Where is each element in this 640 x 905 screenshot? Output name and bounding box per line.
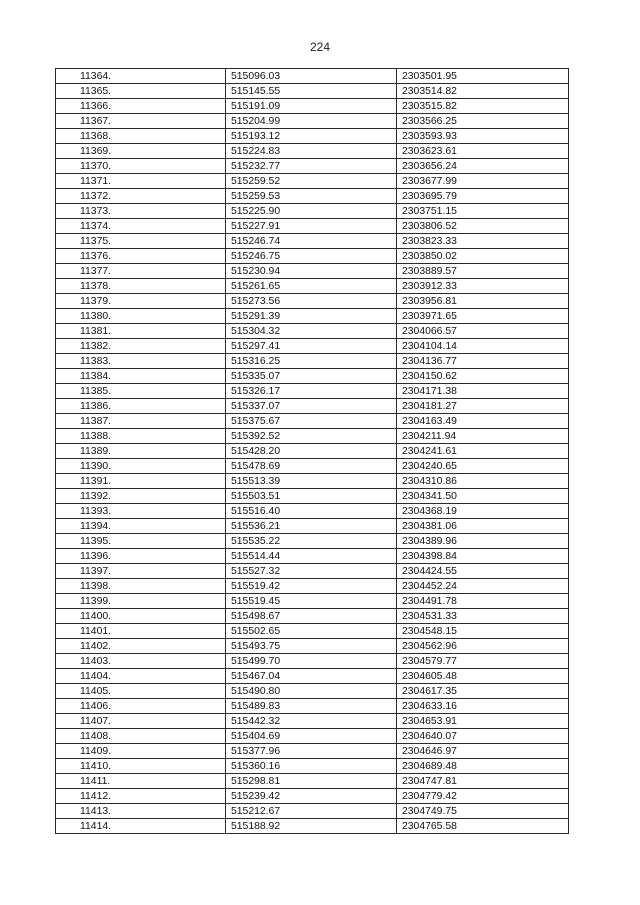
point-number-cell: 11370. — [56, 159, 226, 174]
y-coordinate-cell: 2304104.14 — [397, 339, 569, 354]
x-coordinate-cell: 515261.65 — [226, 279, 397, 294]
point-number-cell: 11391. — [56, 474, 226, 489]
point-number-cell: 11407. — [56, 714, 226, 729]
table-row — [56, 174, 569, 189]
y-coordinate-cell: 2303850.02 — [397, 249, 569, 264]
point-number-cell: 11395. — [56, 534, 226, 549]
point-number-cell: 11397. — [56, 564, 226, 579]
point-number-cell: 11379. — [56, 294, 226, 309]
y-coordinate-cell: 2303695.79 — [397, 189, 569, 204]
coordinates-table — [55, 68, 569, 834]
table-row — [56, 159, 569, 174]
x-coordinate-cell: 515335.07 — [226, 369, 397, 384]
coordinates-table-body — [56, 69, 569, 834]
point-number-cell: 11405. — [56, 684, 226, 699]
y-coordinate-cell: 2304341.50 — [397, 489, 569, 504]
point-number-cell: 11400. — [56, 609, 226, 624]
x-coordinate-cell: 515527.32 — [226, 564, 397, 579]
x-coordinate-cell: 515230.94 — [226, 264, 397, 279]
table-row — [56, 324, 569, 339]
x-coordinate-cell: 515490.80 — [226, 684, 397, 699]
point-number-cell: 11383. — [56, 354, 226, 369]
x-coordinate-cell: 515360.16 — [226, 759, 397, 774]
x-coordinate-cell: 515291.39 — [226, 309, 397, 324]
table-row — [56, 654, 569, 669]
table-row — [56, 339, 569, 354]
y-coordinate-cell: 2304765.58 — [397, 819, 569, 834]
table-row — [56, 369, 569, 384]
y-coordinate-cell: 2304579.77 — [397, 654, 569, 669]
x-coordinate-cell: 515428.20 — [226, 444, 397, 459]
point-number-cell: 11394. — [56, 519, 226, 534]
y-coordinate-cell: 2303515.82 — [397, 99, 569, 114]
point-number-cell: 11366. — [56, 99, 226, 114]
y-coordinate-cell: 2304531.33 — [397, 609, 569, 624]
x-coordinate-cell: 515298.81 — [226, 774, 397, 789]
table-row — [56, 249, 569, 264]
y-coordinate-cell: 2303912.33 — [397, 279, 569, 294]
table-row — [56, 549, 569, 564]
x-coordinate-cell: 515337.07 — [226, 399, 397, 414]
x-coordinate-cell: 515493.75 — [226, 639, 397, 654]
x-coordinate-cell: 515516.40 — [226, 504, 397, 519]
y-coordinate-cell: 2304398.84 — [397, 549, 569, 564]
x-coordinate-cell: 515212.67 — [226, 804, 397, 819]
x-coordinate-cell: 515535.22 — [226, 534, 397, 549]
x-coordinate-cell: 515536.21 — [226, 519, 397, 534]
table-row — [56, 429, 569, 444]
x-coordinate-cell: 515239.42 — [226, 789, 397, 804]
x-coordinate-cell: 515096.03 — [226, 69, 397, 84]
y-coordinate-cell: 2304424.55 — [397, 564, 569, 579]
table-row — [56, 699, 569, 714]
y-coordinate-cell: 2304310.86 — [397, 474, 569, 489]
table-row — [56, 789, 569, 804]
x-coordinate-cell: 515191.09 — [226, 99, 397, 114]
table-row — [56, 189, 569, 204]
point-number-cell: 11412. — [56, 789, 226, 804]
point-number-cell: 11367. — [56, 114, 226, 129]
y-coordinate-cell: 2304381.06 — [397, 519, 569, 534]
y-coordinate-cell: 2304452.24 — [397, 579, 569, 594]
table-row — [56, 579, 569, 594]
y-coordinate-cell: 2304605.48 — [397, 669, 569, 684]
x-coordinate-cell: 515273.56 — [226, 294, 397, 309]
table-row — [56, 564, 569, 579]
table-row — [56, 114, 569, 129]
x-coordinate-cell: 515259.52 — [226, 174, 397, 189]
x-coordinate-cell: 515499.70 — [226, 654, 397, 669]
x-coordinate-cell: 515502.65 — [226, 624, 397, 639]
point-number-cell: 11403. — [56, 654, 226, 669]
point-number-cell: 11404. — [56, 669, 226, 684]
x-coordinate-cell: 515478.69 — [226, 459, 397, 474]
x-coordinate-cell: 515316.25 — [226, 354, 397, 369]
point-number-cell: 11409. — [56, 744, 226, 759]
table-row — [56, 294, 569, 309]
y-coordinate-cell: 2304562.96 — [397, 639, 569, 654]
y-coordinate-cell: 2304653.91 — [397, 714, 569, 729]
table-row — [56, 414, 569, 429]
table-row — [56, 354, 569, 369]
point-number-cell: 11402. — [56, 639, 226, 654]
point-number-cell: 11374. — [56, 219, 226, 234]
point-number-cell: 11398. — [56, 579, 226, 594]
page-number: 224 — [309, 40, 331, 54]
x-coordinate-cell: 515204.99 — [226, 114, 397, 129]
table-row — [56, 474, 569, 489]
y-coordinate-cell: 2303956.81 — [397, 294, 569, 309]
table-row — [56, 774, 569, 789]
x-coordinate-cell: 515377.96 — [226, 744, 397, 759]
x-coordinate-cell: 515145.55 — [226, 84, 397, 99]
point-number-cell: 11372. — [56, 189, 226, 204]
y-coordinate-cell: 2304646.97 — [397, 744, 569, 759]
y-coordinate-cell: 2303751.15 — [397, 204, 569, 219]
y-coordinate-cell: 2304617.35 — [397, 684, 569, 699]
point-number-cell: 11388. — [56, 429, 226, 444]
table-row — [56, 204, 569, 219]
x-coordinate-cell: 515259.53 — [226, 189, 397, 204]
point-number-cell: 11410. — [56, 759, 226, 774]
x-coordinate-cell: 515224.83 — [226, 144, 397, 159]
table-row — [56, 534, 569, 549]
table-row — [56, 609, 569, 624]
point-number-cell: 11371. — [56, 174, 226, 189]
table-row — [56, 129, 569, 144]
point-number-cell: 11399. — [56, 594, 226, 609]
y-coordinate-cell: 2304211.94 — [397, 429, 569, 444]
y-coordinate-cell: 2303656.24 — [397, 159, 569, 174]
point-number-cell: 11381. — [56, 324, 226, 339]
point-number-cell: 11393. — [56, 504, 226, 519]
table-row — [56, 444, 569, 459]
y-coordinate-cell: 2303677.99 — [397, 174, 569, 189]
x-coordinate-cell: 515326.17 — [226, 384, 397, 399]
point-number-cell: 11376. — [56, 249, 226, 264]
table-row — [56, 264, 569, 279]
table-row — [56, 399, 569, 414]
y-coordinate-cell: 2303971.65 — [397, 309, 569, 324]
y-coordinate-cell: 2304181.27 — [397, 399, 569, 414]
point-number-cell: 11368. — [56, 129, 226, 144]
point-number-cell: 11377. — [56, 264, 226, 279]
x-coordinate-cell: 515442.32 — [226, 714, 397, 729]
table-row — [56, 819, 569, 834]
table-row — [56, 519, 569, 534]
point-number-cell: 11411. — [56, 774, 226, 789]
point-number-cell: 11382. — [56, 339, 226, 354]
y-coordinate-cell: 2303823.33 — [397, 234, 569, 249]
y-coordinate-cell: 2304548.15 — [397, 624, 569, 639]
x-coordinate-cell: 515304.32 — [226, 324, 397, 339]
y-coordinate-cell: 2304240.65 — [397, 459, 569, 474]
y-coordinate-cell: 2304368.19 — [397, 504, 569, 519]
point-number-cell: 11385. — [56, 384, 226, 399]
point-number-cell: 11406. — [56, 699, 226, 714]
point-number-cell: 11373. — [56, 204, 226, 219]
point-number-cell: 11392. — [56, 489, 226, 504]
x-coordinate-cell: 515297.41 — [226, 339, 397, 354]
table-row — [56, 489, 569, 504]
point-number-cell: 11401. — [56, 624, 226, 639]
table-row — [56, 759, 569, 774]
y-coordinate-cell: 2304749.75 — [397, 804, 569, 819]
point-number-cell: 11414. — [56, 819, 226, 834]
x-coordinate-cell: 515225.90 — [226, 204, 397, 219]
table-row — [56, 639, 569, 654]
y-coordinate-cell: 2303623.61 — [397, 144, 569, 159]
x-coordinate-cell: 515467.04 — [226, 669, 397, 684]
table-row — [56, 234, 569, 249]
table-row — [56, 684, 569, 699]
table-row — [56, 384, 569, 399]
point-number-cell: 11387. — [56, 414, 226, 429]
table-row — [56, 69, 569, 84]
point-number-cell: 11390. — [56, 459, 226, 474]
table-row — [56, 744, 569, 759]
y-coordinate-cell: 2304689.48 — [397, 759, 569, 774]
y-coordinate-cell: 2303566.25 — [397, 114, 569, 129]
table-row — [56, 99, 569, 114]
y-coordinate-cell: 2304389.96 — [397, 534, 569, 549]
table-row — [56, 219, 569, 234]
table-row — [56, 504, 569, 519]
y-coordinate-cell: 2304150.62 — [397, 369, 569, 384]
y-coordinate-cell: 2304640.07 — [397, 729, 569, 744]
x-coordinate-cell: 515489.83 — [226, 699, 397, 714]
y-coordinate-cell: 2304171.38 — [397, 384, 569, 399]
x-coordinate-cell: 515498.67 — [226, 609, 397, 624]
point-number-cell: 11369. — [56, 144, 226, 159]
y-coordinate-cell: 2303501.95 — [397, 69, 569, 84]
y-coordinate-cell: 2303593.93 — [397, 129, 569, 144]
x-coordinate-cell: 515514.44 — [226, 549, 397, 564]
point-number-cell: 11389. — [56, 444, 226, 459]
y-coordinate-cell: 2303806.52 — [397, 219, 569, 234]
table-row — [56, 729, 569, 744]
table-row — [56, 594, 569, 609]
table-row — [56, 459, 569, 474]
x-coordinate-cell: 515392.52 — [226, 429, 397, 444]
x-coordinate-cell: 515519.45 — [226, 594, 397, 609]
point-number-cell: 11365. — [56, 84, 226, 99]
y-coordinate-cell: 2304747.81 — [397, 774, 569, 789]
x-coordinate-cell: 515227.91 — [226, 219, 397, 234]
point-number-cell: 11396. — [56, 549, 226, 564]
x-coordinate-cell: 515188.92 — [226, 819, 397, 834]
x-coordinate-cell: 515503.51 — [226, 489, 397, 504]
x-coordinate-cell: 515246.75 — [226, 249, 397, 264]
point-number-cell: 11413. — [56, 804, 226, 819]
x-coordinate-cell: 515246.74 — [226, 234, 397, 249]
y-coordinate-cell: 2304491.78 — [397, 594, 569, 609]
y-coordinate-cell: 2304066.57 — [397, 324, 569, 339]
y-coordinate-cell: 2304779.42 — [397, 789, 569, 804]
table-row — [56, 144, 569, 159]
table-row — [56, 84, 569, 99]
table-row — [56, 279, 569, 294]
x-coordinate-cell: 515513.39 — [226, 474, 397, 489]
point-number-cell: 11364. — [56, 69, 226, 84]
table-row — [56, 714, 569, 729]
point-number-cell: 11378. — [56, 279, 226, 294]
y-coordinate-cell: 2303889.57 — [397, 264, 569, 279]
x-coordinate-cell: 515375.67 — [226, 414, 397, 429]
point-number-cell: 11408. — [56, 729, 226, 744]
table-row — [56, 624, 569, 639]
point-number-cell: 11375. — [56, 234, 226, 249]
table-row — [56, 804, 569, 819]
x-coordinate-cell: 515193.12 — [226, 129, 397, 144]
y-coordinate-cell: 2304241.61 — [397, 444, 569, 459]
y-coordinate-cell: 2304163.49 — [397, 414, 569, 429]
table-row — [56, 669, 569, 684]
x-coordinate-cell: 515404.69 — [226, 729, 397, 744]
x-coordinate-cell: 515519.42 — [226, 579, 397, 594]
y-coordinate-cell: 2304633.16 — [397, 699, 569, 714]
point-number-cell: 11386. — [56, 399, 226, 414]
point-number-cell: 11384. — [56, 369, 226, 384]
y-coordinate-cell: 2303514.82 — [397, 84, 569, 99]
point-number-cell: 11380. — [56, 309, 226, 324]
table-row — [56, 309, 569, 324]
y-coordinate-cell: 2304136.77 — [397, 354, 569, 369]
x-coordinate-cell: 515232.77 — [226, 159, 397, 174]
